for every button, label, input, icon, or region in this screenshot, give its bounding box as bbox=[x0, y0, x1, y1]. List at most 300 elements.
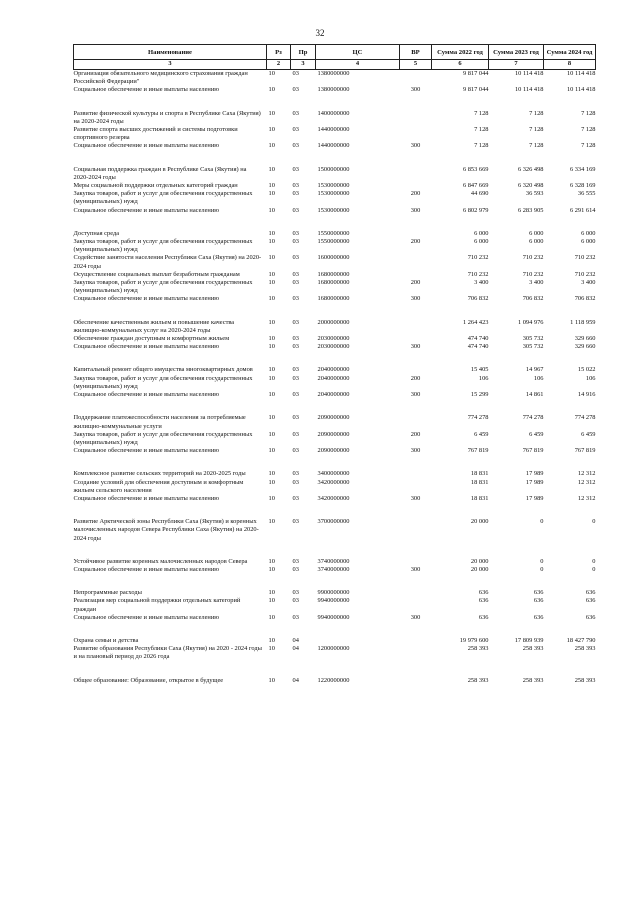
row-rz: 10 bbox=[268, 229, 275, 237]
row-sum-2022: 636 bbox=[478, 613, 489, 621]
row-cs: 1680000000 bbox=[317, 279, 350, 287]
col-number: 7 bbox=[489, 60, 544, 70]
row-cs: 2090000000 bbox=[317, 414, 350, 422]
row-sum-2023: 106 bbox=[533, 374, 544, 382]
row-rz: 10 bbox=[268, 343, 275, 351]
row-name: Устойчивое развитие коренных малочисленных народов Севера bbox=[73, 557, 248, 565]
row-vr: 300 bbox=[410, 494, 421, 502]
row-cs: 2030000000 bbox=[317, 335, 350, 343]
row-rz: 10 bbox=[268, 430, 275, 438]
row-sum-2023: 6 000 bbox=[529, 229, 544, 237]
row-sum-2022: 7 128 bbox=[474, 109, 489, 117]
row-pr: 03 bbox=[292, 366, 299, 374]
row-sum-2023: 258 393 bbox=[522, 676, 544, 684]
row-rz: 10 bbox=[268, 478, 275, 486]
table-row bbox=[74, 677, 596, 685]
row-cs: 2040000000 bbox=[317, 366, 350, 374]
row-spacer bbox=[74, 95, 596, 110]
row-cs: 1380000000 bbox=[317, 70, 350, 77]
row-sum-2022: 636 bbox=[478, 589, 489, 597]
row-sum-2024: 6 291 614 bbox=[569, 206, 596, 214]
row-spacer bbox=[74, 215, 596, 230]
row-sum-2022: 258 393 bbox=[467, 676, 489, 684]
table-row bbox=[74, 479, 596, 495]
row-pr: 03 bbox=[292, 470, 299, 478]
row-sum-2022: 9 817 044 bbox=[462, 70, 489, 77]
row-pr: 04 bbox=[292, 645, 299, 653]
row-sum-2024: 636 bbox=[585, 589, 596, 597]
row-cs: 3740000000 bbox=[317, 565, 350, 573]
row-vr: 200 bbox=[410, 238, 421, 246]
row-sum-2024: 6 328 169 bbox=[569, 182, 596, 190]
row-rz: 10 bbox=[268, 597, 275, 605]
row-sum-2024: 6 334 169 bbox=[569, 165, 596, 173]
row-name: Социальное обеспечение и иные выплаты населению bbox=[73, 343, 220, 351]
row-vr bbox=[400, 518, 432, 543]
row-vr bbox=[400, 637, 432, 645]
row-cs: 3420000000 bbox=[317, 478, 350, 486]
row-sum-2024: 7 128 bbox=[581, 126, 596, 134]
table-row bbox=[74, 86, 596, 94]
row-name: Развитие образования Республики Саха (Якутия) на 2020 - 2024 годы и на плановый период до 2026 года bbox=[73, 645, 262, 661]
row-sum-2023: 0 bbox=[540, 518, 544, 526]
row-name: Социальная поддержка граждан в Республике Саха (Якутия) на 2020-2024 годы bbox=[73, 165, 247, 181]
col-number: 5 bbox=[400, 60, 432, 70]
row-spacer-cell bbox=[74, 151, 596, 166]
row-name: Развитие физической культуры и спорта в Республике Саха (Якутия) на 2020-2024 годы bbox=[73, 109, 261, 125]
row-pr: 03 bbox=[292, 518, 299, 526]
row-sum-2024: 636 bbox=[585, 613, 596, 621]
row-pr: 03 bbox=[292, 589, 299, 597]
row-name: Закупка товаров, работ и услуг для обеспечения государственных (муниципальных) нужд bbox=[73, 430, 253, 446]
row-name: Развитие спорта высших достижений и системы подготовки спортивного резерва bbox=[73, 126, 238, 142]
row-cs: 2090000000 bbox=[317, 447, 350, 455]
row-pr: 03 bbox=[292, 238, 299, 246]
row-name: Обеспечение качественным жильем и повышение качества жилищно-коммунальных услуг на 2020-2024 годы bbox=[73, 318, 235, 334]
row-vr bbox=[400, 271, 432, 279]
table-row bbox=[74, 614, 596, 622]
header-rz: Рз bbox=[267, 45, 291, 60]
row-pr: 04 bbox=[292, 636, 299, 644]
row-rz: 10 bbox=[268, 636, 275, 644]
table-row bbox=[74, 589, 596, 597]
row-sum-2024: 18 427 790 bbox=[566, 636, 596, 644]
row-pr: 03 bbox=[292, 206, 299, 214]
row-rz: 10 bbox=[268, 447, 275, 455]
row-sum-2023: 14 967 bbox=[525, 366, 544, 374]
table-row bbox=[74, 110, 596, 126]
row-sum-2024: 7 128 bbox=[581, 109, 596, 117]
row-rz: 10 bbox=[268, 470, 275, 478]
row-sum-2023: 636 bbox=[533, 597, 544, 605]
row-pr: 03 bbox=[292, 613, 299, 621]
row-vr: 300 bbox=[410, 142, 421, 150]
row-pr: 03 bbox=[292, 430, 299, 438]
row-pr: 03 bbox=[292, 318, 299, 326]
row-sum-2024: 710 232 bbox=[574, 270, 596, 278]
row-sum-2022: 6 802 979 bbox=[462, 206, 489, 214]
row-vr bbox=[400, 319, 432, 335]
row-name: Закупка товаров, работ и услуг для обеспечения государственных (муниципальных) нужд bbox=[73, 374, 253, 390]
row-cs: 1680000000 bbox=[317, 270, 350, 278]
table-row bbox=[74, 637, 596, 645]
row-sum-2023: 7 128 bbox=[529, 126, 544, 134]
row-rz: 10 bbox=[268, 318, 275, 326]
row-sum-2024: 15 022 bbox=[577, 366, 596, 374]
row-sum-2023: 305 732 bbox=[522, 343, 544, 351]
row-name: Закупка товаров, работ и услуг для обеспечения государственных (муниципальных) нужд bbox=[73, 190, 253, 206]
row-vr: 300 bbox=[410, 295, 421, 303]
row-vr bbox=[400, 479, 432, 495]
row-sum-2024: 10 114 418 bbox=[566, 70, 596, 77]
row-spacer-cell bbox=[74, 574, 596, 589]
row-spacer bbox=[74, 574, 596, 589]
header-cs: ЦС bbox=[316, 45, 400, 60]
row-pr: 03 bbox=[292, 126, 299, 134]
row-sum-2022: 710 232 bbox=[467, 254, 489, 262]
row-spacer-cell bbox=[74, 543, 596, 558]
row-vr bbox=[400, 335, 432, 343]
table-row bbox=[74, 343, 596, 351]
row-name: Осуществление социальных выплат безработным гражданам bbox=[73, 270, 240, 278]
row-pr: 03 bbox=[292, 165, 299, 173]
row-name: Закупка товаров, работ и услуг для обеспечения государственных (муниципальных) нужд bbox=[73, 279, 253, 295]
row-cs: 3420000000 bbox=[317, 494, 350, 502]
table-row bbox=[74, 375, 596, 391]
row-pr: 03 bbox=[292, 478, 299, 486]
row-rz: 10 bbox=[268, 126, 275, 134]
row-sum-2022: 18 831 bbox=[470, 470, 489, 478]
row-vr: 200 bbox=[410, 430, 421, 438]
row-rz: 10 bbox=[268, 391, 275, 399]
header-pr: Пр bbox=[291, 45, 316, 60]
row-vr: 300 bbox=[410, 391, 421, 399]
row-name: Социальное обеспечение и иные выплаты населению bbox=[73, 391, 220, 399]
row-name: Социальное обеспечение и иные выплаты населению bbox=[73, 565, 220, 573]
row-sum-2023: 0 bbox=[540, 565, 544, 573]
row-rz: 10 bbox=[268, 109, 275, 117]
table-row bbox=[74, 366, 596, 374]
row-cs: 2030000000 bbox=[317, 343, 350, 351]
row-spacer bbox=[74, 304, 596, 319]
row-pr: 03 bbox=[292, 190, 299, 198]
col-number: 3 bbox=[291, 60, 316, 70]
row-sum-2022: 15 405 bbox=[470, 366, 489, 374]
row-cs: 1530000000 bbox=[317, 190, 350, 198]
row-sum-2024: 36 555 bbox=[577, 190, 596, 198]
row-pr: 03 bbox=[292, 182, 299, 190]
row-vr bbox=[400, 166, 432, 182]
row-rz: 10 bbox=[268, 676, 275, 684]
row-vr bbox=[400, 254, 432, 270]
row-sum-2023: 6 320 498 bbox=[517, 182, 544, 190]
row-sum-2023: 774 278 bbox=[522, 414, 544, 422]
table-row bbox=[74, 566, 596, 574]
row-spacer bbox=[74, 351, 596, 366]
row-sum-2022: 767 819 bbox=[467, 447, 489, 455]
row-sum-2024: 329 660 bbox=[574, 335, 596, 343]
row-sum-2024: 3 400 bbox=[581, 279, 596, 287]
row-cs: 1440000000 bbox=[317, 142, 350, 150]
table-row bbox=[74, 495, 596, 503]
row-pr: 03 bbox=[292, 335, 299, 343]
row-sum-2024: 767 819 bbox=[574, 447, 596, 455]
row-sum-2024: 10 114 418 bbox=[566, 86, 596, 94]
row-vr: 300 bbox=[410, 613, 421, 621]
row-sum-2024: 6 459 bbox=[581, 430, 596, 438]
row-cs: 1220000000 bbox=[317, 676, 350, 684]
table-row bbox=[74, 166, 596, 182]
row-rz: 10 bbox=[268, 374, 275, 382]
table-row bbox=[74, 518, 596, 543]
row-sum-2024: 7 128 bbox=[581, 142, 596, 150]
row-sum-2023: 6 283 905 bbox=[517, 206, 544, 214]
row-sum-2022: 710 232 bbox=[467, 270, 489, 278]
row-name: Создание условий для обеспечения доступным и комфортным жильем сельского населения bbox=[73, 478, 244, 494]
row-sum-2024: 0 bbox=[592, 565, 596, 573]
table-row bbox=[74, 319, 596, 335]
row-rz: 10 bbox=[268, 565, 275, 573]
table-row bbox=[74, 126, 596, 142]
row-pr: 03 bbox=[292, 343, 299, 351]
row-sum-2024: 329 660 bbox=[574, 343, 596, 351]
row-pr: 03 bbox=[292, 447, 299, 455]
row-spacer bbox=[74, 662, 596, 677]
row-vr: 200 bbox=[410, 279, 421, 287]
row-sum-2023: 258 393 bbox=[522, 645, 544, 653]
col-number: 4 bbox=[316, 60, 400, 70]
row-vr bbox=[400, 126, 432, 142]
row-name: Обеспечение граждан доступным и комфортным жильем bbox=[73, 335, 230, 343]
row-name: Комплексное развитие сельских территорий на 2020-2025 годы bbox=[73, 470, 246, 478]
row-sum-2023: 636 bbox=[533, 589, 544, 597]
row-rz: 10 bbox=[268, 335, 275, 343]
row-rz: 10 bbox=[268, 414, 275, 422]
table-row bbox=[74, 470, 596, 478]
table-body bbox=[74, 70, 596, 685]
row-cs: 1530000000 bbox=[317, 182, 350, 190]
row-spacer bbox=[74, 151, 596, 166]
row-rz: 10 bbox=[268, 270, 275, 278]
row-sum-2023: 17 989 bbox=[525, 470, 544, 478]
row-vr: 300 bbox=[410, 343, 421, 351]
row-cs: 1380000000 bbox=[317, 86, 350, 94]
row-sum-2022: 7 128 bbox=[474, 142, 489, 150]
row-name: Развитие Арктической зоны Республики Саха (Якутия) и коренных малочисленных народов Севера Республики Саха (Якутия) на 2020-2024 годы bbox=[73, 518, 259, 542]
row-sum-2023: 6 459 bbox=[529, 430, 544, 438]
row-sum-2022: 18 831 bbox=[470, 494, 489, 502]
row-sum-2024: 14 916 bbox=[577, 391, 596, 399]
row-vr bbox=[400, 645, 432, 661]
table-row bbox=[74, 335, 596, 343]
row-sum-2024: 12 312 bbox=[577, 470, 596, 478]
table-row bbox=[74, 391, 596, 399]
row-pr: 03 bbox=[292, 254, 299, 262]
row-sum-2024: 6 000 bbox=[581, 229, 596, 237]
row-rz: 10 bbox=[268, 645, 275, 653]
row-sum-2024: 710 232 bbox=[574, 254, 596, 262]
row-rz: 10 bbox=[268, 142, 275, 150]
row-pr: 03 bbox=[292, 565, 299, 573]
row-pr: 03 bbox=[292, 109, 299, 117]
row-sum-2023: 767 819 bbox=[522, 447, 544, 455]
row-cs: 1600000000 bbox=[317, 254, 350, 262]
row-pr: 03 bbox=[292, 374, 299, 382]
budget-table bbox=[73, 44, 596, 685]
row-sum-2022: 6 847 669 bbox=[462, 182, 489, 190]
row-cs: 1440000000 bbox=[317, 126, 350, 134]
row-name: Закупка товаров, работ и услуг для обеспечения государственных (муниципальных) нужд bbox=[73, 238, 253, 254]
row-pr: 03 bbox=[292, 597, 299, 605]
row-spacer-cell bbox=[74, 622, 596, 637]
row-name: Социальное обеспечение и иные выплаты населению bbox=[73, 494, 220, 502]
row-spacer-cell bbox=[74, 351, 596, 366]
row-sum-2022: 44 690 bbox=[470, 190, 489, 198]
row-sum-2022: 15 299 bbox=[470, 391, 489, 399]
row-sum-2023: 17 809 939 bbox=[514, 636, 544, 644]
row-cs: 1500000000 bbox=[317, 165, 350, 173]
row-spacer-cell bbox=[74, 662, 596, 677]
row-sum-2023: 7 128 bbox=[529, 142, 544, 150]
row-name: Капитальный ремонт общего имущества многоквартирных домов bbox=[73, 366, 253, 374]
table-row bbox=[74, 279, 596, 295]
col-number: 3 bbox=[74, 60, 267, 70]
header-vr: ВР bbox=[400, 45, 432, 60]
row-sum-2023: 14 861 bbox=[525, 391, 544, 399]
row-spacer-cell bbox=[74, 503, 596, 518]
header-sum-2023: Сумма 2023 год bbox=[489, 45, 544, 60]
row-name: Содействие занятости населения Республики Саха (Якутия) на 2020-2024 годы bbox=[73, 254, 262, 270]
row-sum-2022: 18 831 bbox=[470, 478, 489, 486]
row-sum-2023: 636 bbox=[533, 613, 544, 621]
row-sum-2022: 20 000 bbox=[470, 565, 489, 573]
row-pr: 03 bbox=[292, 557, 299, 565]
table-row bbox=[74, 207, 596, 215]
row-name: Социальное обеспечение и иные выплаты населению bbox=[73, 142, 220, 150]
row-rz: 10 bbox=[268, 86, 275, 94]
row-sum-2023: 706 832 bbox=[522, 295, 544, 303]
row-vr: 300 bbox=[410, 565, 421, 573]
row-vr: 300 bbox=[410, 86, 421, 94]
row-sum-2023: 17 989 bbox=[525, 478, 544, 486]
row-cs: 1680000000 bbox=[317, 295, 350, 303]
row-cs: 1550000000 bbox=[317, 229, 350, 237]
row-sum-2024: 258 393 bbox=[574, 676, 596, 684]
row-spacer-cell bbox=[74, 455, 596, 470]
row-sum-2023: 6 000 bbox=[529, 238, 544, 246]
row-name: Социальное обеспечение и иные выплаты населению bbox=[73, 613, 220, 621]
row-cs: 3700000000 bbox=[317, 518, 350, 526]
row-name: Поддержание платежеспособности населения за потребляемые жилищно-коммунальные услуги bbox=[73, 414, 246, 430]
row-sum-2022: 6 853 669 bbox=[462, 165, 489, 173]
row-cs: 1530000000 bbox=[317, 206, 350, 214]
row-sum-2022: 106 bbox=[478, 374, 489, 382]
row-sum-2023: 710 232 bbox=[522, 254, 544, 262]
row-vr: 200 bbox=[410, 374, 421, 382]
col-number: 2 bbox=[267, 60, 291, 70]
table-row bbox=[74, 182, 596, 190]
row-sum-2022: 3 400 bbox=[474, 279, 489, 287]
row-sum-2024: 12 312 bbox=[577, 494, 596, 502]
table-row bbox=[74, 447, 596, 455]
row-vr: 300 bbox=[410, 447, 421, 455]
table-row bbox=[74, 70, 596, 87]
row-spacer-cell bbox=[74, 304, 596, 319]
row-cs: 2040000000 bbox=[317, 391, 350, 399]
table-row bbox=[74, 597, 596, 613]
row-sum-2022: 6 459 bbox=[474, 430, 489, 438]
row-name: Социальное обеспечение и иные выплаты населению bbox=[73, 295, 220, 303]
row-vr bbox=[400, 470, 432, 478]
row-vr bbox=[400, 677, 432, 685]
row-sum-2024: 774 278 bbox=[574, 414, 596, 422]
row-sum-2022: 6 000 bbox=[474, 238, 489, 246]
row-rz: 10 bbox=[268, 254, 275, 262]
row-sum-2024: 6 000 bbox=[581, 238, 596, 246]
row-cs: 1550000000 bbox=[317, 238, 350, 246]
row-name: Социальное обеспечение и иные выплаты населению bbox=[73, 86, 220, 94]
column-number-row bbox=[74, 60, 596, 70]
row-sum-2022: 20 000 bbox=[470, 557, 489, 565]
row-sum-2023: 10 114 418 bbox=[514, 86, 544, 94]
row-pr: 03 bbox=[292, 391, 299, 399]
row-spacer bbox=[74, 503, 596, 518]
row-rz: 10 bbox=[268, 589, 275, 597]
row-sum-2024: 0 bbox=[592, 518, 596, 526]
row-cs: 3400000000 bbox=[317, 470, 350, 478]
row-rz: 10 bbox=[268, 494, 275, 502]
row-sum-2023: 36 593 bbox=[525, 190, 544, 198]
table-row bbox=[74, 558, 596, 566]
col-number: 6 bbox=[432, 60, 489, 70]
row-pr: 04 bbox=[292, 676, 299, 684]
row-sum-2024: 12 312 bbox=[577, 478, 596, 486]
row-sum-2024: 258 393 bbox=[574, 645, 596, 653]
row-sum-2022: 7 128 bbox=[474, 126, 489, 134]
table-row bbox=[74, 271, 596, 279]
table-row bbox=[74, 645, 596, 661]
row-rz: 10 bbox=[268, 206, 275, 214]
row-pr: 03 bbox=[292, 295, 299, 303]
row-cs: 9940000000 bbox=[317, 613, 350, 621]
row-pr: 03 bbox=[292, 494, 299, 502]
header-sum-2024: Сумма 2024 год bbox=[544, 45, 596, 60]
row-cs bbox=[316, 637, 400, 645]
row-cs: 2000000000 bbox=[317, 318, 350, 326]
row-pr: 03 bbox=[292, 70, 299, 77]
row-sum-2023: 1 094 976 bbox=[517, 318, 544, 326]
row-rz: 10 bbox=[268, 557, 275, 565]
row-sum-2022: 6 000 bbox=[474, 229, 489, 237]
row-sum-2023: 0 bbox=[540, 557, 544, 565]
row-name: Реализация мер социальной поддержки отдельных категорий граждан bbox=[73, 597, 241, 613]
row-spacer bbox=[74, 455, 596, 470]
row-sum-2023: 6 326 498 bbox=[517, 165, 544, 173]
row-vr bbox=[400, 182, 432, 190]
row-pr: 03 bbox=[292, 270, 299, 278]
row-rz: 10 bbox=[268, 518, 275, 526]
row-pr: 03 bbox=[292, 279, 299, 287]
table-row bbox=[74, 414, 596, 430]
row-cs: 9900000000 bbox=[317, 589, 350, 597]
row-sum-2022: 19 979 600 bbox=[459, 636, 489, 644]
header-row bbox=[74, 45, 596, 60]
row-cs: 2090000000 bbox=[317, 430, 350, 438]
row-name: Социальное обеспечение и иные выплаты населению bbox=[73, 447, 220, 455]
row-sum-2023: 710 232 bbox=[522, 270, 544, 278]
row-rz: 10 bbox=[268, 182, 275, 190]
row-vr bbox=[400, 366, 432, 374]
